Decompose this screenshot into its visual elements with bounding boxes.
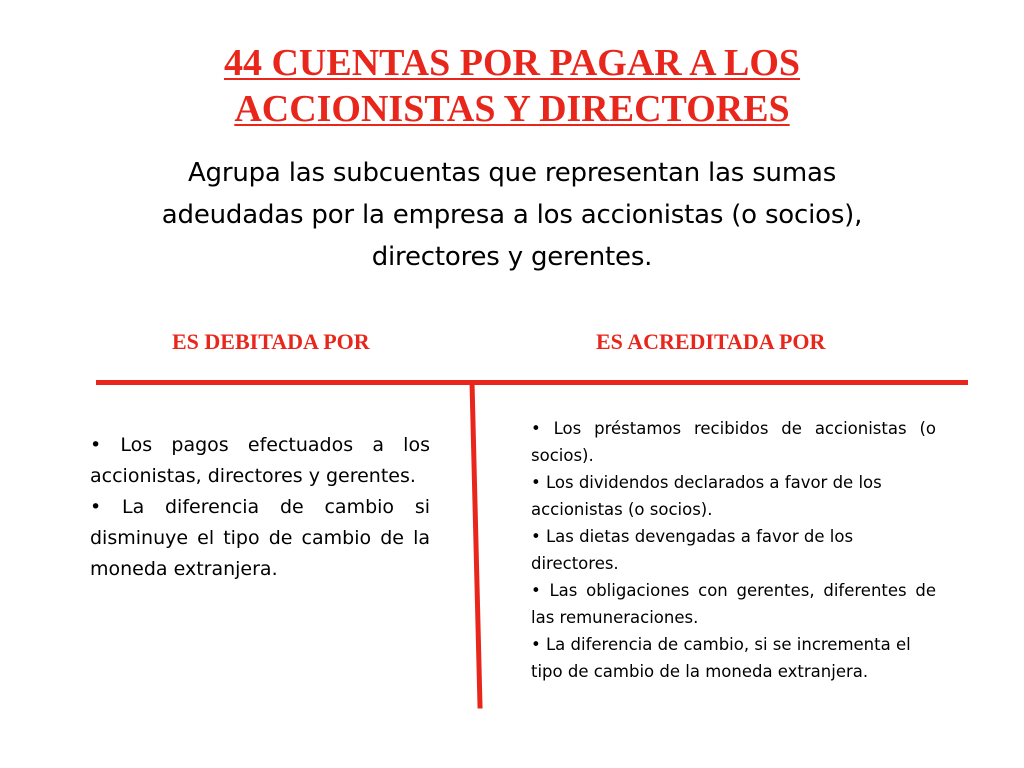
debit-item-1: • Los pagos efectuados a los accionistas, directores y gerentes.	[90, 434, 430, 487]
intro-line-2: adeudadas por la empresa a los accionistas (o socios),	[161, 200, 863, 230]
intro-line-1: Agrupa las subcuentas que representan las sumas	[187, 158, 837, 188]
t-account-vertical-stroke	[460, 380, 490, 710]
credit-item-4: • Las obligaciones con gerentes, diferentes de las remuneraciones.	[531, 581, 936, 627]
credit-item-2: • Los dividendos declarados a favor de los accionistas (o socios).	[531, 473, 882, 519]
intro-text	[102, 152, 922, 278]
credit-item-3: • Las dietas devengadas a favor de los directores.	[531, 527, 854, 573]
debit-list	[90, 430, 430, 585]
credit-item-1: • Los préstamos recibidos de accionistas (o socios).	[531, 419, 936, 465]
debit-heading: ES DEBITADA POR	[172, 329, 370, 354]
credit-heading: ES ACREDITADA POR	[596, 329, 826, 354]
debit-item-2: • La diferencia de cambio si disminuye el tipo de cambio de la moneda extranjera.	[90, 496, 430, 580]
title-line-2: ACCIONISTAS Y DIRECTORES	[234, 88, 790, 130]
t-account-vertical-line	[460, 380, 490, 710]
credit-list	[531, 415, 936, 685]
intro-line-3: directores y gerentes.	[371, 242, 653, 272]
credit-item-5: • La diferencia de cambio, si se incrementa el tipo de cambio de la moneda extranjera.	[531, 635, 911, 681]
t-account-horizontal-line	[96, 380, 968, 385]
slide-title	[112, 40, 912, 132]
title-line-1: 44 CUENTAS POR PAGAR A LOS	[223, 42, 801, 84]
